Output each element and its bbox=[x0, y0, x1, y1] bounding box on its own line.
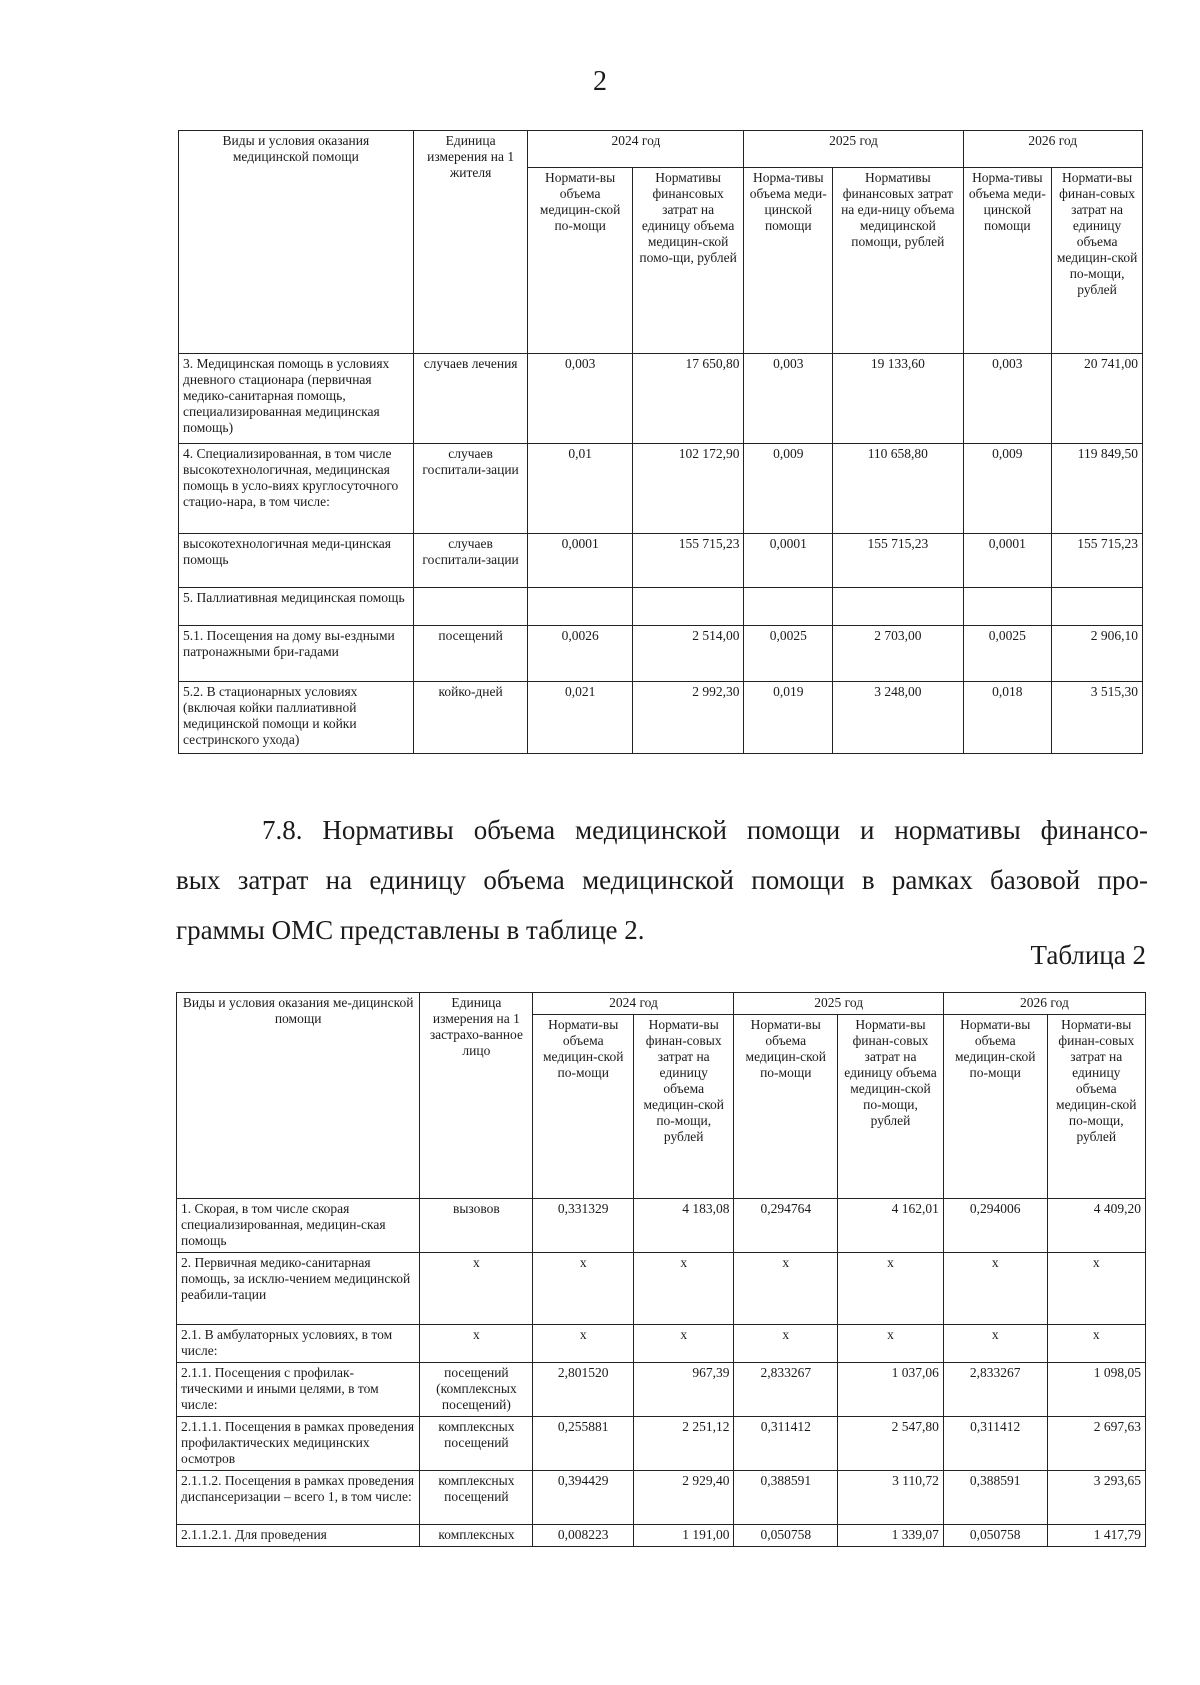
row-unit: случаев госпитали-зации bbox=[413, 534, 528, 588]
cell-cost-2024: 155 715,23 bbox=[632, 534, 744, 588]
cell-volume-2026: 0,050758 bbox=[943, 1525, 1047, 1547]
cell-cost-2024: 2 992,30 bbox=[632, 682, 744, 754]
row-name: 2.1.1.1. Посещения в рамках проведения профилактических медицинских осмотров bbox=[177, 1417, 420, 1471]
cell-volume-2026: 0,0025 bbox=[963, 626, 1052, 682]
cell-cost-2025: 3 110,72 bbox=[838, 1471, 944, 1525]
cell-volume-2025: 0,050758 bbox=[734, 1525, 838, 1547]
table-row bbox=[177, 1253, 1146, 1325]
header-year-2025: 2025 год bbox=[744, 131, 963, 168]
row-unit: комплексных bbox=[420, 1525, 533, 1547]
header-volume-2025: Норма-тивы объема меди-цинской помощи bbox=[744, 167, 833, 353]
cell-volume-2024: х bbox=[533, 1253, 633, 1325]
cell-volume-2025: 2,833267 bbox=[734, 1363, 838, 1417]
header-unit: Единица измерения на 1 жителя bbox=[413, 131, 528, 354]
cell-cost-2024: 4 183,08 bbox=[633, 1199, 733, 1253]
cell-cost-2024: х bbox=[633, 1253, 733, 1325]
table-row bbox=[177, 1199, 1146, 1253]
row-unit: случаев лечения bbox=[413, 354, 528, 444]
cell-volume-2025: 0,311412 bbox=[734, 1417, 838, 1471]
cell-cost-2026: 2 697,63 bbox=[1047, 1417, 1145, 1471]
row-unit: койко-дней bbox=[413, 682, 528, 754]
cell-cost-2026: 119 849,50 bbox=[1052, 444, 1143, 534]
row-name: 2.1.1. Посещения с профилак-тическими и иными целями, в том числе: bbox=[177, 1363, 420, 1417]
header-year-2026: 2026 год bbox=[963, 131, 1142, 168]
cell-cost-2025: х bbox=[838, 1325, 944, 1363]
paragraph-line: граммы ОМС представлены в таблице 2. bbox=[176, 915, 645, 945]
cell-cost-2024: х bbox=[633, 1325, 733, 1363]
header-year-2026: 2026 год bbox=[943, 993, 1145, 1015]
row-unit: случаев госпитали-зации bbox=[413, 444, 528, 534]
cell-cost-2026: 3 293,65 bbox=[1047, 1471, 1145, 1525]
cell-volume-2026 bbox=[963, 588, 1052, 626]
row-name: 2.1. В амбулаторных условиях, в том числе: bbox=[177, 1325, 420, 1363]
cell-cost-2024: 2 514,00 bbox=[632, 626, 744, 682]
table-row bbox=[179, 626, 1143, 682]
cell-volume-2024: 0,01 bbox=[528, 444, 632, 534]
header-cost-2026: Нормати-вы финан-совых затрат на единицу объема медицин-ской по-мощи, рублей bbox=[1047, 1015, 1145, 1199]
cell-volume-2025: 0,0001 bbox=[744, 534, 833, 588]
cell-cost-2026: 1 417,79 bbox=[1047, 1525, 1145, 1547]
cell-volume-2024: 0,255881 bbox=[533, 1417, 633, 1471]
row-name: 3. Медицинская помощь в условиях дневного стационара (первичная медико-санитарная помощь, специализированная медицинская помощь) bbox=[179, 354, 414, 444]
page-number: 2 bbox=[593, 66, 607, 97]
cell-volume-2026: х bbox=[943, 1253, 1047, 1325]
table-row bbox=[179, 682, 1143, 754]
cell-volume-2026: 0,294006 bbox=[943, 1199, 1047, 1253]
table-row bbox=[179, 588, 1143, 626]
cell-cost-2024: 102 172,90 bbox=[632, 444, 744, 534]
cell-volume-2025: 0,019 bbox=[744, 682, 833, 754]
header-year-2025: 2025 год bbox=[734, 993, 943, 1015]
table-row bbox=[177, 1417, 1146, 1471]
cell-cost-2026: 3 515,30 bbox=[1052, 682, 1143, 754]
cell-cost-2026: х bbox=[1047, 1253, 1145, 1325]
cell-volume-2025: 0,294764 bbox=[734, 1199, 838, 1253]
header-cost-2024: Нормативы финансовых затрат на единицу объема медицин-ской помо-щи, рублей bbox=[632, 167, 744, 353]
cell-volume-2026: 0,018 bbox=[963, 682, 1052, 754]
cell-volume-2024: 0,331329 bbox=[533, 1199, 633, 1253]
paragraph-line: 7.8. Нормативы объема медицинской помощи и нормативы финансо- bbox=[262, 815, 1148, 845]
cell-volume-2025: 0,0025 bbox=[744, 626, 833, 682]
cell-cost-2025: 110 658,80 bbox=[833, 444, 963, 534]
header-volume-2025: Нормати-вы объема медицин-ской по-мощи bbox=[734, 1015, 838, 1199]
row-name: высокотехнологичная меди-цинская помощь bbox=[179, 534, 414, 588]
row-name: 2.1.1.2. Посещения в рамках проведения диспансеризации – всего 1, в том числе: bbox=[177, 1471, 420, 1525]
row-name: 1. Скорая, в том числе скорая специализированная, медицин-ская помощь bbox=[177, 1199, 420, 1253]
table-row bbox=[179, 444, 1143, 534]
row-name: 4. Специализированная, в том числе высокотехнологичная, медицинская помощь в усло-виях круглосуточного стацио-нара, в том числе: bbox=[179, 444, 414, 534]
cell-cost-2026: 1 098,05 bbox=[1047, 1363, 1145, 1417]
header-unit: Единица измерения на 1 застрахо-ванное лицо bbox=[420, 993, 533, 1199]
row-unit: х bbox=[420, 1325, 533, 1363]
header-volume-2026: Нормати-вы объема медицин-ской по-мощи bbox=[943, 1015, 1047, 1199]
cell-cost-2025: 155 715,23 bbox=[833, 534, 963, 588]
norms-table-omc-basic bbox=[176, 992, 1146, 1547]
cell-cost-2025: 2 703,00 bbox=[833, 626, 963, 682]
cell-volume-2024: х bbox=[533, 1325, 633, 1363]
cell-cost-2024 bbox=[632, 588, 744, 626]
row-name: 5.2. В стационарных условиях (включая койки паллиативной медицинской помощи и койки сестринского ухода) bbox=[179, 682, 414, 754]
cell-volume-2024: 2,801520 bbox=[533, 1363, 633, 1417]
table-row bbox=[179, 354, 1143, 444]
section-paragraph bbox=[176, 805, 1148, 955]
cell-cost-2025: х bbox=[838, 1253, 944, 1325]
cell-volume-2026: 0,003 bbox=[963, 354, 1052, 444]
cell-cost-2026 bbox=[1052, 588, 1143, 626]
row-unit: комплексных посещений bbox=[420, 1417, 533, 1471]
row-name: 2.1.1.2.1. Для проведения bbox=[177, 1525, 420, 1547]
paragraph-line: вых затрат на единицу объема медицинской помощи в рамках базовой про- bbox=[176, 865, 1148, 895]
cell-volume-2024: 0,0026 bbox=[528, 626, 632, 682]
cell-cost-2025 bbox=[833, 588, 963, 626]
row-name: 5. Паллиативная медицинская помощь bbox=[179, 588, 414, 626]
table-row bbox=[177, 1363, 1146, 1417]
cell-volume-2026: 0,311412 bbox=[943, 1417, 1047, 1471]
cell-cost-2025: 4 162,01 bbox=[838, 1199, 944, 1253]
header-cost-2025: Нормативы финансовых затрат на еди-ницу объема медицинской помощи, рублей bbox=[833, 167, 963, 353]
cell-volume-2026: 2,833267 bbox=[943, 1363, 1047, 1417]
cell-cost-2024: 17 650,80 bbox=[632, 354, 744, 444]
table-row bbox=[177, 1525, 1146, 1547]
row-name: 5.1. Посещения на дому вы-ездными патронажными бри-гадами bbox=[179, 626, 414, 682]
cell-volume-2025: 0,388591 bbox=[734, 1471, 838, 1525]
cell-volume-2026: 0,388591 bbox=[943, 1471, 1047, 1525]
cell-cost-2026: 2 906,10 bbox=[1052, 626, 1143, 682]
cell-volume-2024: 0,008223 bbox=[533, 1525, 633, 1547]
row-unit: посещений (комплексных посещений) bbox=[420, 1363, 533, 1417]
cell-volume-2025: х bbox=[734, 1325, 838, 1363]
row-unit: х bbox=[420, 1253, 533, 1325]
header-cost-2024: Нормати-вы финан-совых затрат на единицу объема медицин-ской по-мощи, рублей bbox=[633, 1015, 733, 1199]
table-row bbox=[177, 1471, 1146, 1525]
header-volume-2024: Нормати-вы объема медицин-ской по-мощи bbox=[533, 1015, 633, 1199]
cell-cost-2025: 1 037,06 bbox=[838, 1363, 944, 1417]
row-unit bbox=[413, 588, 528, 626]
cell-volume-2025: х bbox=[734, 1253, 838, 1325]
cell-cost-2026: х bbox=[1047, 1325, 1145, 1363]
header-cost-2026: Нормати-вы финан-совых затрат на единицу объема медицин-ской по-мощи, рублей bbox=[1052, 167, 1143, 353]
row-unit: комплексных посещений bbox=[420, 1471, 533, 1525]
header-care-type: Виды и условия оказания медицинской помощи bbox=[179, 131, 414, 354]
cell-cost-2025: 1 339,07 bbox=[838, 1525, 944, 1547]
table-caption: Таблица 2 bbox=[1030, 940, 1146, 970]
cell-volume-2026: 0,009 bbox=[963, 444, 1052, 534]
cell-volume-2024: 0,003 bbox=[528, 354, 632, 444]
row-unit: посещений bbox=[413, 626, 528, 682]
cell-volume-2026: 0,0001 bbox=[963, 534, 1052, 588]
header-volume-2024: Нормати-вы объема медицин-ской по-мощи bbox=[528, 167, 632, 353]
cell-cost-2024: 1 191,00 bbox=[633, 1525, 733, 1547]
cell-cost-2026: 155 715,23 bbox=[1052, 534, 1143, 588]
cell-volume-2026: х bbox=[943, 1325, 1047, 1363]
cell-volume-2024: 0,021 bbox=[528, 682, 632, 754]
cell-cost-2025: 19 133,60 bbox=[833, 354, 963, 444]
header-year-2024: 2024 год bbox=[528, 131, 744, 168]
row-unit: вызовов bbox=[420, 1199, 533, 1253]
cell-cost-2024: 2 251,12 bbox=[633, 1417, 733, 1471]
cell-volume-2024: 0,394429 bbox=[533, 1471, 633, 1525]
cell-cost-2026: 4 409,20 bbox=[1047, 1199, 1145, 1253]
cell-volume-2025 bbox=[744, 588, 833, 626]
header-care-type: Виды и условия оказания ме-дицинской помощи bbox=[177, 993, 420, 1199]
cell-cost-2025: 3 248,00 bbox=[833, 682, 963, 754]
row-name: 2. Первичная медико-санитарная помощь, за исклю-чением медицинской реабили-тации bbox=[177, 1253, 420, 1325]
header-volume-2026: Норма-тивы объема меди-цинской помощи bbox=[963, 167, 1052, 353]
cell-cost-2026: 20 741,00 bbox=[1052, 354, 1143, 444]
cell-cost-2025: 2 547,80 bbox=[838, 1417, 944, 1471]
table-row bbox=[177, 1325, 1146, 1363]
cell-volume-2025: 0,009 bbox=[744, 444, 833, 534]
norms-table-omc-additional bbox=[178, 130, 1143, 754]
header-cost-2025: Нормати-вы финан-совых затрат на единицу объема медицин-ской по-мощи, рублей bbox=[838, 1015, 944, 1199]
cell-volume-2025: 0,003 bbox=[744, 354, 833, 444]
table-row bbox=[179, 534, 1143, 588]
cell-cost-2024: 2 929,40 bbox=[633, 1471, 733, 1525]
header-year-2024: 2024 год bbox=[533, 993, 734, 1015]
cell-cost-2024: 967,39 bbox=[633, 1363, 733, 1417]
cell-volume-2024 bbox=[528, 588, 632, 626]
cell-volume-2024: 0,0001 bbox=[528, 534, 632, 588]
